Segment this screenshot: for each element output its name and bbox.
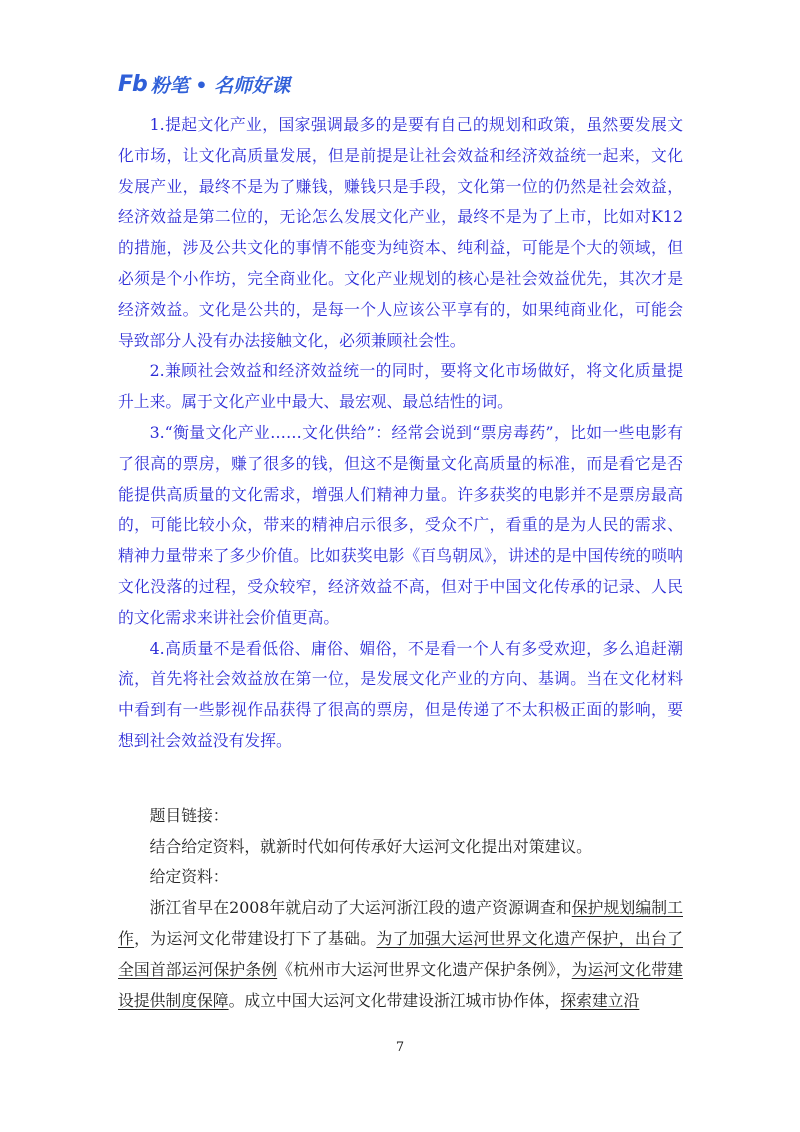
underlined-phrase-3: 为运河文化带建设提供制度保障 xyxy=(118,959,683,1010)
material-text-3: 《杭州市大运河世界文化遗产保护条例》， xyxy=(277,959,572,979)
material-paragraph xyxy=(118,893,683,1016)
paragraph-3: 3.“衡量文化产业……文化供给”：经常会说到“票房毒药”，比如一些电影有了很高的票房，赚了很多的钱，但这不是衡量文化高质量的标准，而是看它是否能提供高质量的文化需求，增强人们精神力量。许多获奖的电影并不是票房最高的，可能比较小众，带来的精神启示很多，受众不广，看重的是为人民的需求、精神力量带来了多少价值。比如获奖电影《百鸟朝凤》，讲述的是中国传统的唢呐文化没落的过程，受众较窄，经济效益不高，但对于中国文化传承的记录、人民的文化需求来讲社会价值更高。 xyxy=(118,422,683,627)
page-number: 7 xyxy=(395,1040,405,1055)
material-label: 给定资料： xyxy=(149,867,229,887)
paragraph-1: 1.提起文化产业，国家强调最多的是要有自己的规划和政策，虽然要发展文化市场，让文化高质量发展，但是前提是让社会效益和经济效益统一起来，文化发展产业，最终不是为了赚钱，赚钱只是手段，文化第一位的仍然是社会效益，经济效益是第二位的，无论怎么发展文化产业，最终不是为了上市，比如对K12的措施，涉及公共文化的事情不能变为纯资本、纯利益，可能是个大的领域，但必须是个小作坊，完全商业化。文化产业规划的核心是社会效益优先，其次才是经济效益。文化是公共的，是每一个人应该公平享有的，如果纯商业化，可能会导致部分人没有办法接触文化，必须兼顾社会性。 xyxy=(118,115,683,350)
underlined-phrase-2: 为了加强大运河世界文化遗产保护，出台了全国首部运河保护条例 xyxy=(118,928,683,979)
fenbi-logo-icon: Fb xyxy=(118,71,147,97)
underlined-phrase-4: 探索建立沿 xyxy=(560,990,640,1010)
material-text-1: 浙江省早在2008年就启动了大运河浙江段的遗产资源调查和 xyxy=(149,898,572,918)
document-body xyxy=(118,110,683,1016)
section-gap xyxy=(118,757,683,801)
brand-logo xyxy=(118,70,290,98)
material-text-2: ，为运河文化带建设打下了基础。 xyxy=(134,928,377,948)
question-prompt: 结合给定资料，就新时代如何传承好大运河文化提出对策建议。 xyxy=(149,836,592,856)
material-text-4: 。成立中国大运河文化带建设浙江城市协作体， xyxy=(228,990,561,1010)
question-link-label: 题目链接： xyxy=(149,805,229,825)
paragraph-4: 4.高质量不是看低俗、庸俗、媚俗，不是看一个人有多受欢迎，多么追赶潮流，首先将社会效益放在第一位，是发展文化产业的方向、基调。当在文化材料中看到有一些影视作品获得了很高的票房，但是传递了不太积极正面的影响，要想到社会效益没有发挥。 xyxy=(118,638,683,750)
underlined-phrase-1: 保护规划编制工作 xyxy=(118,898,683,948)
paragraph-2: 2.兼顾社会效益和经济效益统一的同时，要将文化市场做好，将文化质量提升上来。属于文化产业中最大、最宏观、最总结性的词。 xyxy=(118,361,683,412)
brand-slogan: 粉笔 • 名师好课 xyxy=(150,74,291,97)
